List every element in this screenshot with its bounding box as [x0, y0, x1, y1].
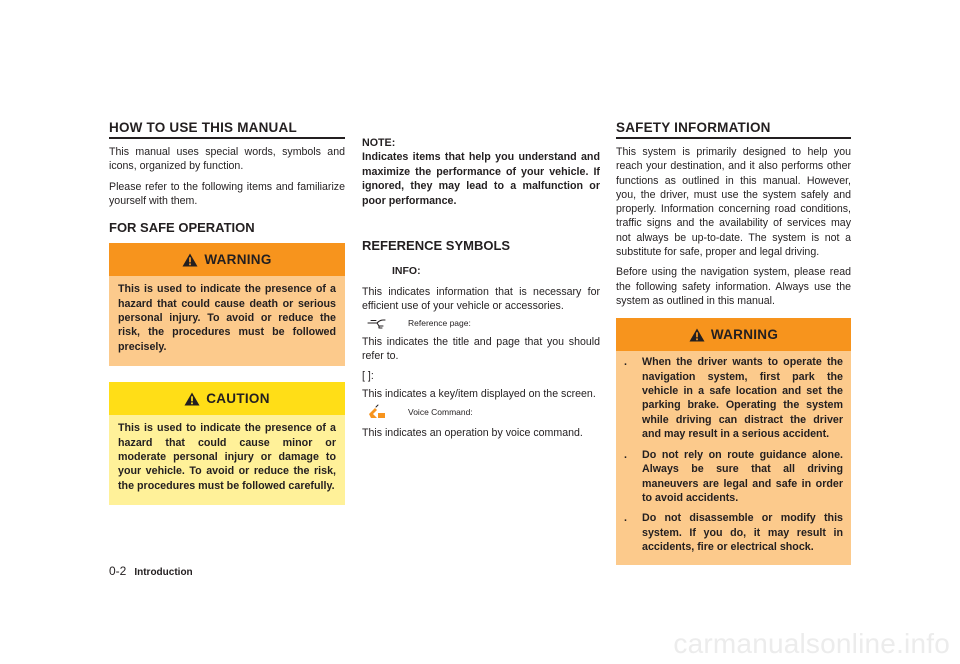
safety-information-title: SAFETY INFORMATION — [616, 120, 851, 139]
bullet: . — [624, 448, 627, 461]
intro-paragraph: This manual uses special words, symbols and icons, organized by function. — [109, 146, 345, 173]
voice-command-row — [362, 404, 600, 420]
reference-page-row — [362, 317, 600, 329]
section-name: Introduction — [134, 567, 193, 578]
warning-label: WARNING — [204, 252, 272, 268]
how-to-use-title: HOW TO USE THIS MANUAL — [109, 120, 345, 139]
note-text: Indicates items that help you understand and maximize the performance of your vehicle. If ignored, they may lead to a malfunction or poor performance. — [362, 151, 600, 207]
page-number: 0-2 — [109, 564, 127, 578]
warning-triangle-icon — [184, 392, 200, 406]
refer-paragraph: Please refer to the following items and familiarize yourself with them. — [109, 180, 345, 207]
info-text: This indicates information that is necessary for efficient use of your vehicle or accessories. — [362, 286, 600, 313]
list-item — [624, 448, 843, 506]
caution-box — [109, 382, 345, 505]
watermark: carmanualsonline.info — [673, 628, 950, 659]
voice-command-label: Voice Command: — [408, 406, 473, 417]
safe-operation-title: FOR SAFE OPERATION — [109, 220, 255, 236]
safety-warning-label: WARNING — [710, 327, 779, 343]
caution-label: CAUTION — [206, 391, 270, 407]
safety-warning-header — [616, 318, 851, 351]
list-item — [624, 355, 843, 441]
reference-symbols-title: REFERENCE SYMBOLS — [362, 238, 511, 254]
middle-column — [362, 136, 600, 446]
caution-text: This is used to indicate the presence of a hazard that could cause minor or moderate personal injury or damage to your vehicle. To avoid or reduce the risk, the procedures must be followed carefully. — [109, 415, 345, 505]
bullet: . — [624, 356, 627, 369]
safety-warning-box — [616, 318, 851, 564]
warning-triangle-icon — [689, 328, 705, 342]
warning-box — [109, 243, 345, 366]
warning-item-text: Do not rely on route guidance alone. Always be sure that all driving maneuvers are legal and safe in order to avoid accidents. — [642, 448, 843, 504]
warning-item-text: Do not disassemble or modify this system. If you do, it may result in accidents, fire or electrical shock. — [642, 512, 843, 554]
list-item — [624, 511, 843, 554]
warning-text: This is used to indicate the presence of a hazard that could cause death or serious personal injury. To avoid or reduce the risk, the procedures must be followed precisely. — [109, 276, 345, 366]
info-label: INFO: — [392, 265, 421, 278]
warning-triangle-icon — [182, 253, 198, 267]
safety-warning-list — [616, 351, 851, 564]
bracket-text: This indicates a key/item displayed on the screen. — [362, 387, 596, 400]
voice-command-icon — [362, 404, 392, 420]
voice-command-text: This indicates an operation by voice command. — [362, 426, 583, 439]
warning-item-text: When the driver wants to operate the navigation system, first park the vehicle in a safe location and set the parking brake. Operating the system while driving can distract the driver and may result in a serious accident. — [642, 356, 843, 441]
safety-paragraph-2: Before using the navigation system, please read the following safety information. Always use the system as outlined in this manual. — [616, 266, 851, 307]
warning-header — [109, 243, 345, 276]
page-footer — [109, 564, 193, 578]
right-column — [616, 120, 851, 565]
reference-page-text: This indicates the title and page that you should refer to. — [362, 335, 600, 362]
bracket-symbol: [ ]: — [362, 370, 374, 383]
reference-page-label: Reference page: — [408, 317, 471, 328]
caution-header — [109, 382, 345, 415]
note-label: NOTE: — [362, 137, 396, 149]
reference-hand-icon — [362, 317, 392, 329]
left-column — [109, 120, 345, 505]
safety-paragraph-1: This system is primarily designed to help you reach your destination, and it also performs other functions as outlined in this manual. However, you, the driver, must use the system safely and properly. Information concerning road conditions, traffic signs and the availability of services may not always be up-to-date. The system is not a substitute for safe, proper and legal driving. — [616, 146, 851, 259]
bullet: . — [624, 512, 627, 525]
